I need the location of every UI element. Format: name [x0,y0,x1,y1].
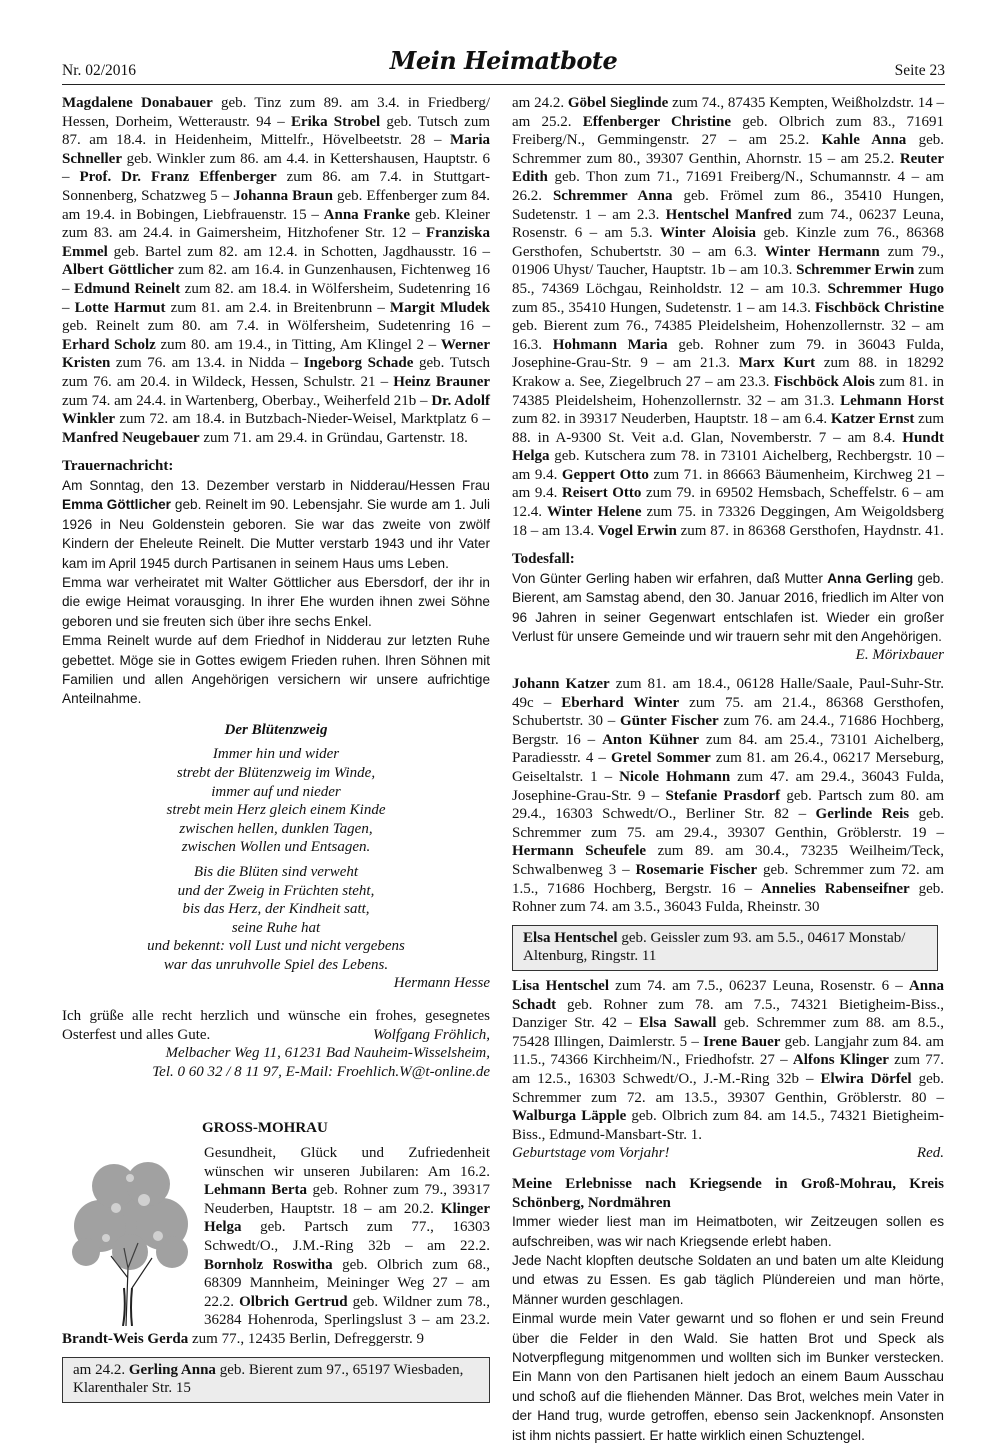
person-name: Günter Fischer [620,713,719,730]
person-name: Maria Schneller [62,132,490,167]
person-name: Elsa Sawall [639,1015,717,1032]
person-name: Effenberger Christine [582,113,732,130]
poem-line: zwischen hellen, dunklen Tagen, [179,820,373,837]
person-name: Prof. Dr. Franz Effenberger [79,169,277,186]
trauer-heading: Trauernachricht: [62,458,174,475]
poem-line: Immer hin und wider [212,746,340,763]
poem-line: und der Zweig in Früchten steht, [177,882,375,899]
person-name: Lehmann Berta [204,1182,308,1199]
page-header [62,44,945,85]
person-name: Winter Helene [547,504,642,521]
person-name: Margit Mludek [389,299,490,316]
obituary-paragraph-2: Emma war verheiratet mit Walter Göttlicher aus Ebersdorf, der ihr in die ewige Heimat vorausging. In ihrer Ehe wurden ihnen zwei Söhne geboren und sie freuten sich über ihre sechs Enkel. [62,574,490,629]
red-note [512,1144,944,1163]
greeting-text: Ich grüße alle recht herzlich und wünsche ein frohes, gesegnetes Osterfest und alles Gute. [62,1008,490,1043]
tree-illustration-icon [66,1148,194,1326]
right-column [512,94,944,1445]
person-name: Katzer Ernst [830,411,915,428]
person-name: Schremmer Hugo [827,280,944,297]
person-name: Elsa Hentschel [523,929,618,946]
story-paragraph-3: Einmal wurde mein Vater gewarnt und so flohen er und sein Freund über die Felder in den Wald. Sie hatten Brot und Speck als Notverpflegung mitgenommen und wollten sich im Bunker verstecken. Ein Mann von den Partisanen hielt jedoch an einem Baum Ausschau und schoß auf die fliehenden Männer. Das Brot, welches mein Vater in der Hand trug, wurde getroffen, ebenso sein Jackenknopf. Ansonsten ist ihm nichts passiert. Er hatte wirklich einen Schuztengel. [512,1311,944,1443]
person-name: Anna Schadt [512,977,944,1013]
person-name: Werner Kristen [62,336,490,372]
person-name: Winter Aloisia [660,225,757,242]
birthday-list-right-2: Johann Katzer zum 81. am 18.4., 06128 Halle/Saale, Paul-Suhr-Str. 49c – Eberhard Winter zum 75. am 21.4., 86368 Gersthofen, Schubertstr. 30 – Günter Fischer zum 76. am 24.4., 71686 Hochberg, Bergstr. 16 – Anton Kühner zum 84. am 25.4., 73101 Aichelberg, Paradiesstr. 4 – Gretel Sommer zum 81. am 26.4., 06217 Merseburg, Geiseltalstr. 1 – Nicole Hohmann zum 47. am 29.4., 36043 Fulda, Josephine-Grau-Str. 9 – Stefanie Prasdorf geb. Partsch zum 80. am 29.4., 16303 Schwedt/O., Berliner Str. 82 – Gerlinde Reis geb. Schremmer zum 75. am 29.4., 39307 Genthin, Gröblerstr. 19 – Hermann Scheufele zum 89. am 30.4., 73235 Weilheim/Teck, Schwalbenweg 3 – Rosemarie Fischer geb. Schremmer zum 72. am 1.5., 71686 Hochberg, Bergstr. 16 – Annelies Rabenseifner geb. Rohner zum 74. am 3.5., 36043 Fulda, Rheinstr. 30 [512,676,945,916]
greeting-contact: Tel. 0 60 32 / 8 11 97, E-Mail: Froehlich.W@t-online.de [152,1063,490,1080]
person-name: Manfred Neugebauer [62,429,200,446]
person-name: Albert Göttlicher [62,262,174,279]
poem-line: Bis die Blüten sind verweht [193,863,359,880]
person-name: Anton Kühner [602,731,700,748]
person-name: Reuter Edith [512,150,944,186]
person-name: Dr. Adolf Winkler [62,392,490,428]
person-name: Geppert Otto [561,466,649,483]
person-name: Marx Kurt [738,355,816,372]
person-name: Annelies Rabenseifner [760,880,910,897]
gross-mohrau-section [62,1144,490,1349]
obituary-paragraph: Am Sonntag, den 13. Dezember verstarb in Nidderau/Hessen Frau Emma Göttlicher geb. Reinelt im 90. Lebensjahr. Sie wurde am 1. Juli 1926 in Neu Goldenstein geboren. Sie war das zweite von zwölf Kindern der Eheleute Reinelt. Die Mutter verstarb 1943 und ihr Vater kam im April 1945 durch Partisanen in seinem Haus ums Leben. [62,477,490,571]
story-title: Meine Erlebnisse nach Kriegsende in Groß-Mohrau, Kreis Schönberg, Nordmähren [512,1175,944,1211]
todesfall-heading: Todesfall: [512,551,575,568]
person-name: Hermann Scheufele [512,843,647,860]
birthday-list-right: am 24.2. Göbel Sieglinde zum 74., 87435 Kempten, Weißholzdstr. 14 – am 25.2. Effenberger Christine geb. Olbrich zum 83., 71691 Freiberg/N., Gemmingenstr. 27 – am 25.2. Kahle Anna geb. Schremmer zum 80., 39307 Genthin, Ahornstr. 15 – am 25.2. Reuter Edith geb. Thon zum 71., 71691 Freiberg/N., Schumannstr. 4 – am 26.2. Schremmer Anna geb. Frömel zum 86., 35410 Hungen, Sudetenstr. 1 – am 2.3. Hentschel Manfred zum 74., 06237 Leuna, Rosenstr. 6 – am 5.3. Winter Aloisia geb. Kinzle zum 76., 86368 Gersthofen, Schubertstr. 30 – am 6.3. Winter Hermann zum 79., 01906 Uhyst/ Taucher, Hauptstr. 1b – am 10.3. Schremmer Erwin zum 85., 74369 Löchgau, Reinholdstr. 12 – am 10.3. Schremmer Hugo zum 85., 35410 Hungen, Sudetenstr. 1 – am 14.3. Fischböck Christine geb. Bierent zum 76., 74385 Pleidelsheim, Hohenzollernstr. 32 – am 16.3. Hohmann Maria geb. Rohner zum 79. in 36043 Fulda, Josephine-Grau-Str. 9 – am 21.3. Marx Kurt zum 88. in 18292 Krakow a. See, Ziegelbruch 27 – am 23.3. Fischböck Alois zum 81. in 74385 Pleidelsheim, Hohenzollernstr. 32 – am 31.3. Lehmann Horst zum 82. in 39317 Neuderben, Hauptstr. 18 – am 6.4. Katzer Ernst zum 88. in A-9300 St. Veit a.d. Glan, Novemberstr. 7 – am 8.4. Hundt Helga geb. Kutschera zum 78. in 73101 Aichelberg, Rechbergstr. 10 – am 9.4. Geppert Otto zum 71. in 86663 Bäumenheim, Kirchweg 21 – am 9.4. Reisert Otto zum 79. in 69502 Hemsbach, Scheffelstr. 6 – am 12.4. Winter Helene zum 75. in 73326 Deggingen, Am Weigoldsberg 18 – am 13.4. Vogel Erwin zum 87. in 86368 Gersthofen, Haydnstr. 41. [512,95,945,539]
poem-stanza-1 [62,745,490,857]
birthday-list: Magdalene Donabauer geb. Tinz zum 89. am 3.4. in Friedberg/ Hessen, Dorheim, Wetteraustr. 94 – Erika Strobel geb. Tutsch zum 87. am 18.4. in Heidenheim, Mittelfr., Hövelbeetstr. 28 – Maria Schneller geb. Winkler zum 86. am 4.4. in Kettershausen, Hauptstr. 6 – Prof. Dr. Franz Effenberger zum 86. am 7.4. in Stuttgart-Sonnenberg, Schatzweg 5 – Johanna Braun geb. Effenberger zum 84. am 19.4. in Bobingen, Liebfrauenstr. 15 – Anna Franke geb. Kleiner zum 83. am 24.4. in Gaimersheim, Hitzhofener Str. 12 – Franziska Emmel geb. Bartel zum 82. am 12.4. in Schotten, Jagdhausstr. 16 – Albert Göttlicher zum 82. am 16.4. in Gunzenhausen, Fichtenweg 16 – Edmund Reinelt zum 82. am 18.4. in Wölfersheim, Sudetenring 16 – Lotte Harmut zum 81. am 2.4. in Breitenbrunn – Margit Mludek geb. Reinelt zum 80. am 7.4. in Wölfersheim, Sudetenring 16 – Erhard Scholz zum 80. am 19.4., in Titting, Am Klingel 2 – Werner Kristen zum 76. am 13.4. in Nidda – Ingeborg Schade geb. Tutsch zum 76. am 20.4. in Wildeck, Hessen, Schulstr. 21 – Heinz Brauner zum 74. am 24.4. in Wartenberg, Oberbay., Weiherfeld 21b – Dr. Adolf Winkler zum 72. am 18.4. in Butzbach-Nieder-Weisel, Marktplatz 6 – Manfred Neugebauer zum 71. am 29.4. in Gründau, Gartenstr. 18. [62,95,491,446]
person-name: Lehmann Horst [840,392,945,409]
story-paragraph-2: Jede Nacht klopften deutsche Soldaten an und baten um alte Kleidung und etwas zu Essen. Es gab täglich Plündereien und man hörte, Männer wurden geschlagen. [512,1252,944,1307]
person-name: Gerlinde Reis [815,806,910,823]
person-name: Winter Hermann [764,243,880,260]
person-name: Hundt Helga [512,429,944,465]
gross-mohrau-jubilare: Gesundheit, Glück und Zufriedenheit wünschen wir unseren Jubilaren: Am 16.2. Lehmann Berta geb. Rohner zum 79., 39317 Neuderben, Hauptstr. 18 – am 20.2. Klinger Helga geb. Partsch zum 77., 16303 Schwedt/O., J.M.-Ring 32b – am 22.2. Bornholz Roswitha geb. Olbrich zum 68., 68309 Mannheim, Meininger Weg 27 – am 22.2. Olbrich Gertrud geb. Wildner zum 78., 36284 Hohenroda, Sperlingslust 3 – am 23.2. Brandt-Weis Gerda zum 77., 12435 Berlin, Defreggerstr. 9 [62,1145,491,1347]
person-name: Olbrich Gertrud [239,1293,348,1310]
highlight-box-right: Elsa Hentschel geb. Geissler zum 93. am 5.5., 04617 Monstab/ Altenburg, Ringstr. 11 [512,925,938,971]
poem-line: seine Ruhe hat [231,919,321,936]
person-name: Rosemarie Fischer [635,862,758,878]
person-name: Fischböck Alois [773,373,875,390]
obituary-paragraph-3: Emma Reinelt wurde auf dem Friedhof in Nidderau zur letzten Ruhe gebettet. Möge sie in Gottes ewigem Frieden ruhen. Ihren Söhnen mit Familien und allen Angehörigen versichern wir unsere aufrichtige Anteilnahme. [62,633,490,707]
person-name: Nicole Hohmann [619,769,731,786]
greeting-name: Wolfgang Fröhlich, [373,1026,490,1043]
person-name: Heinz Brauner [393,373,491,390]
page-number: Seite 23 [894,62,945,79]
todesfall-paragraph: Von Günter Gerling haben wir erfahren, daß Mutter Anna Gerling geb. Bierent, am Samstag abend, den 30. Januar 2016, friedlich im Alter von 96 Jahren in seiner Gegenwart entschlafen ist. Wieder ein großer Verlust für unsere Gemeinde und wir trauern sehr mit den Angehörigen. [512,570,944,645]
poem-line: und bekennt: voll Lust und nicht vergebens [147,938,405,955]
person-name: Klinger Helga [204,1200,490,1236]
poem-line: strebt der Blütenzweig im Winde, [176,764,376,781]
poem-line: war das unruhvolle Spiel des Lebens. [163,956,389,973]
person-name: Irene Bauer [703,1033,781,1050]
story-paragraph-1: Immer wieder liest man im Heimatboten, wir Zeitzeugen sollen es aufschreiben, was wir nach Kriegsende erlebt haben. [512,1214,944,1249]
person-name: Magdalene Donabauer [62,95,213,111]
person-name: Johanna Braun [233,187,333,204]
person-name: Gretel Sommer [611,750,711,767]
person-name: Schremmer Erwin [796,262,915,279]
person-name: Vogel Erwin [597,522,677,539]
poem [62,721,490,993]
person-name: Anna Gerling [827,570,914,586]
person-name: Hohmann Maria [552,336,668,353]
poem-line: zwischen Wollen und Entsagen. [181,839,371,856]
birthday-list-right-3: Lisa Hentschel zum 74. am 7.5., 06237 Leuna, Rosenstr. 6 – Anna Schadt geb. Rohner zum 78. am 7.5., 74321 Bietigheim-Biss., Danziger Str. 42 – Elsa Sawall geb. Schremmer zum 88. am 8.5., 75428 Illingen, Daimlerstr. 5 – Irene Bauer geb. Langjahr zum 84. am 11.5., 74366 Kirchheim/N., Friedhofstr. 27 – Alfons Klinger zum 77. am 12.5., 16303 Schwedt/O., J.-M.-Ring 32b – Elwira Dörfel geb. Schremmer zum 72. am 13.5., 39307 Genthin, Gröblerstr. 80 – Walburga Läpple geb. Olbrich zum 84. am 14.5., 74321 Bietigheim-Biss., Edmund-Mansbart-Str. 1. [512,977,945,1143]
poem-author: Hermann Hesse [393,975,490,992]
person-name: Lisa Hentschel [512,977,609,994]
person-name: Eberhard Winter [561,694,680,711]
person-name: Johann Katzer [512,676,610,693]
person-name: Gerling Anna [128,1361,216,1378]
person-name: Reisert Otto [561,485,642,502]
issue-number: Nr. 02/2016 [62,62,137,79]
person-name: Stefanie Prasdorf [665,787,781,804]
poem-stanza-2 [62,863,490,975]
person-name: Lotte Harmut [74,299,166,316]
person-name: Edmund Reinelt [74,280,181,297]
person-name: Kahle Anna [821,132,907,149]
poem-line: bis das Herz, der Kindheit satt, [182,901,370,918]
person-name: Hentschel Manfred [665,206,792,223]
poem-line: strebt mein Herz gleich einem Kinde [166,802,386,819]
person-name: Alfons Klinger [792,1052,889,1069]
person-name: Walburga Läpple [512,1108,627,1125]
left-column [62,94,490,1403]
person-name: Schremmer Anna [552,187,673,204]
editor-sign: Red. [916,1145,944,1162]
person-name: Bornholz Roswitha [204,1256,333,1273]
person-name: Erika Strobel [290,113,381,130]
masthead-logo: Mein Heimatbote [389,46,618,75]
person-name: Erhard Scholz [62,336,156,353]
person-name: Anna Franke [323,206,411,223]
person-name: Elwira Dörfel [820,1070,912,1087]
poem-line: immer auf und nieder [211,783,341,800]
poem-title: Der Blütenzweig [224,721,328,738]
todesfall-author: E. Mörixbauer [855,647,944,664]
person-name: Göbel Sieglinde [567,95,669,111]
greeting-address: Melbacher Weg 11, 61231 Bad Nauheim-Wisselsheim, [165,1045,490,1062]
person-name: Franziska Emmel [62,225,490,260]
person-name: Emma Göttlicher [62,497,171,513]
gross-mohrau-heading: GROSS-MOHRAU [202,1120,328,1137]
greeting [62,1007,490,1081]
person-name: Brandt-Weis Gerda [62,1330,189,1347]
person-name: Ingeborg Schade [303,355,414,372]
highlight-box-left: am 24.2. Gerling Anna geb. Bierent zum 97., 65197 Wiesbaden, Klarenthaler Str. 15 [62,1357,490,1403]
person-name: Fischböck Christine [814,299,944,316]
birthday-note: Geburtstage vom Vorjahr! [512,1145,670,1162]
